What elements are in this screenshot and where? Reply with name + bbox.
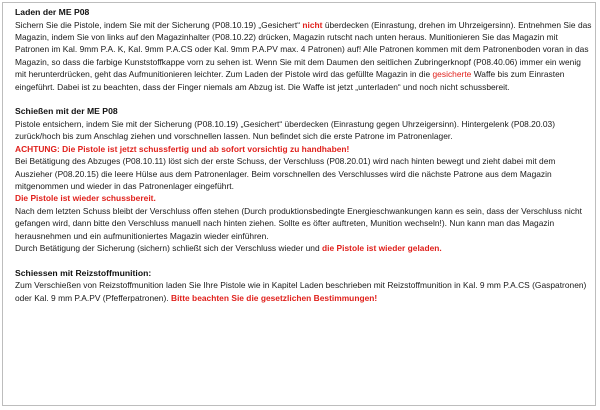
paragraph-abzug: Bei Betätigung des Abzuges (P08.10.11) löst sich der erste Schuss, der Verschluss (P08.20.01) wird nach hinten bewegt und zieht dabei mit dem Auszieher (P08.20.15) die leere Hülse aus dem Patronenlager. Beim vorschnellen des Verschlusses wird die nächste Patrone aus dem Magazin mitgenommen und wieder in das Patronenlager eingeführt.: [15, 156, 556, 192]
section-reizstoff: [15, 267, 593, 304]
red-emphasis: nicht: [302, 19, 323, 30]
text-run: Durch Betätigung der Sicherung (sichern) schließt sich der Verschluss wieder und: [15, 243, 322, 254]
text-run: Zum Verschießen von Reizstoffmunition laden Sie Ihre Pistole wie in Kapitel Laden beschrieben mit Reizstoffmunition in Kal. 9 mm P.A.CS (Gaspatronen) oder Kal. 9 mm P.A.PV (Pfefferpatronen).: [15, 280, 587, 303]
section-heading-schiessen: Schießen mit der ME P08: [15, 106, 118, 117]
section-laden: [15, 6, 593, 93]
paragraph-letzter-schuss: Nach dem letzten Schuss bleibt der Verschluss offen stehen (Durch produktionsbedingte Energieschwankungen kann es sein, dass der Verschluss nicht gefangen wird, dann bitte den Verschluss manuell nach hinten ziehen. Sollte es öfter auftreten, Munition wechseln!). Nun kann man das Magazin herausnehmen und ein aufmunitioniertes Magazin wieder einführen.: [15, 205, 582, 241]
text-run: Sichern Sie die Pistole, indem Sie mit der Sicherung (P08.10.19) „Gesichert“: [15, 19, 303, 30]
red-emphasis: gesicherte: [432, 69, 472, 80]
document-frame: [2, 2, 596, 406]
paragraph-sicherung: [15, 242, 593, 254]
section-heading-laden: Laden der ME P08: [15, 7, 90, 17]
red-emphasis: Bitte beachten Sie die gesetzlichen Bestimmungen!: [171, 292, 378, 303]
paragraph-reizstoff: [15, 279, 593, 304]
paragraph-entsichern: Pistole entsichern, indem Sie mit der Sicherung (P08.10.19) „Gesichert“ überdecken (Einrastung gegen Uhrzeigersinn). Hintergelenk (P08.20.03) zurück/hoch bis zum Anschlag ziehen und vorschnellen lassen. Nun befindet sich die erste Patrone im Patronenlager.: [15, 119, 556, 142]
text-run: überdecken (Einrastung, drehen im Uhrzeigersinn). Entnehmen Sie das Magazin, indem Sie von links auf den Magazinhalter (P08.10.22) drücken, Magazin rutscht nach unten heraus. Munitionieren Sie das Magazin mit Patronen im Kal. 9mm P.A. K, Kal. 9mm P.A.CS oder Kal. 9mm P.A.PV max. 4 Patronen) auf! Alle Patronen kommen mit dem Patronenboden voran in das Magazin, so dass die farbige Kunststoffkappe vorn zu sehen ist. Wenn Sie mit dem Daumen den seitlichen Zubringerknopf (P08.40.06) immer ein wenig mit herunterdrücken, geht das Aufmunitionieren leichter. Zum Laden der Pistole wird das gefüllte Magazin in die: [15, 19, 592, 80]
document-content: [15, 6, 593, 317]
red-emphasis: die Pistole ist wieder geladen.: [322, 243, 442, 254]
paragraph-laden: [15, 19, 593, 93]
section-schiessen: [15, 105, 593, 254]
warning-text: ACHTUNG: Die Pistole ist jetzt schussfertig und ab sofort vorsichtig zu handhaben!: [15, 143, 350, 154]
ready-text: Die Pistole ist wieder schussbereit.: [15, 193, 156, 204]
text-run: Waffe bis zum Einrasten eingeführt. Dabei ist zu beachten, dass der Finger niemals am Abzug ist. Die Waffe ist jetzt „unterladen“ und noch nicht schussbereit.: [15, 69, 565, 92]
section-heading-reizstoff: Schiessen mit Reizstoffmunition:: [15, 267, 152, 278]
